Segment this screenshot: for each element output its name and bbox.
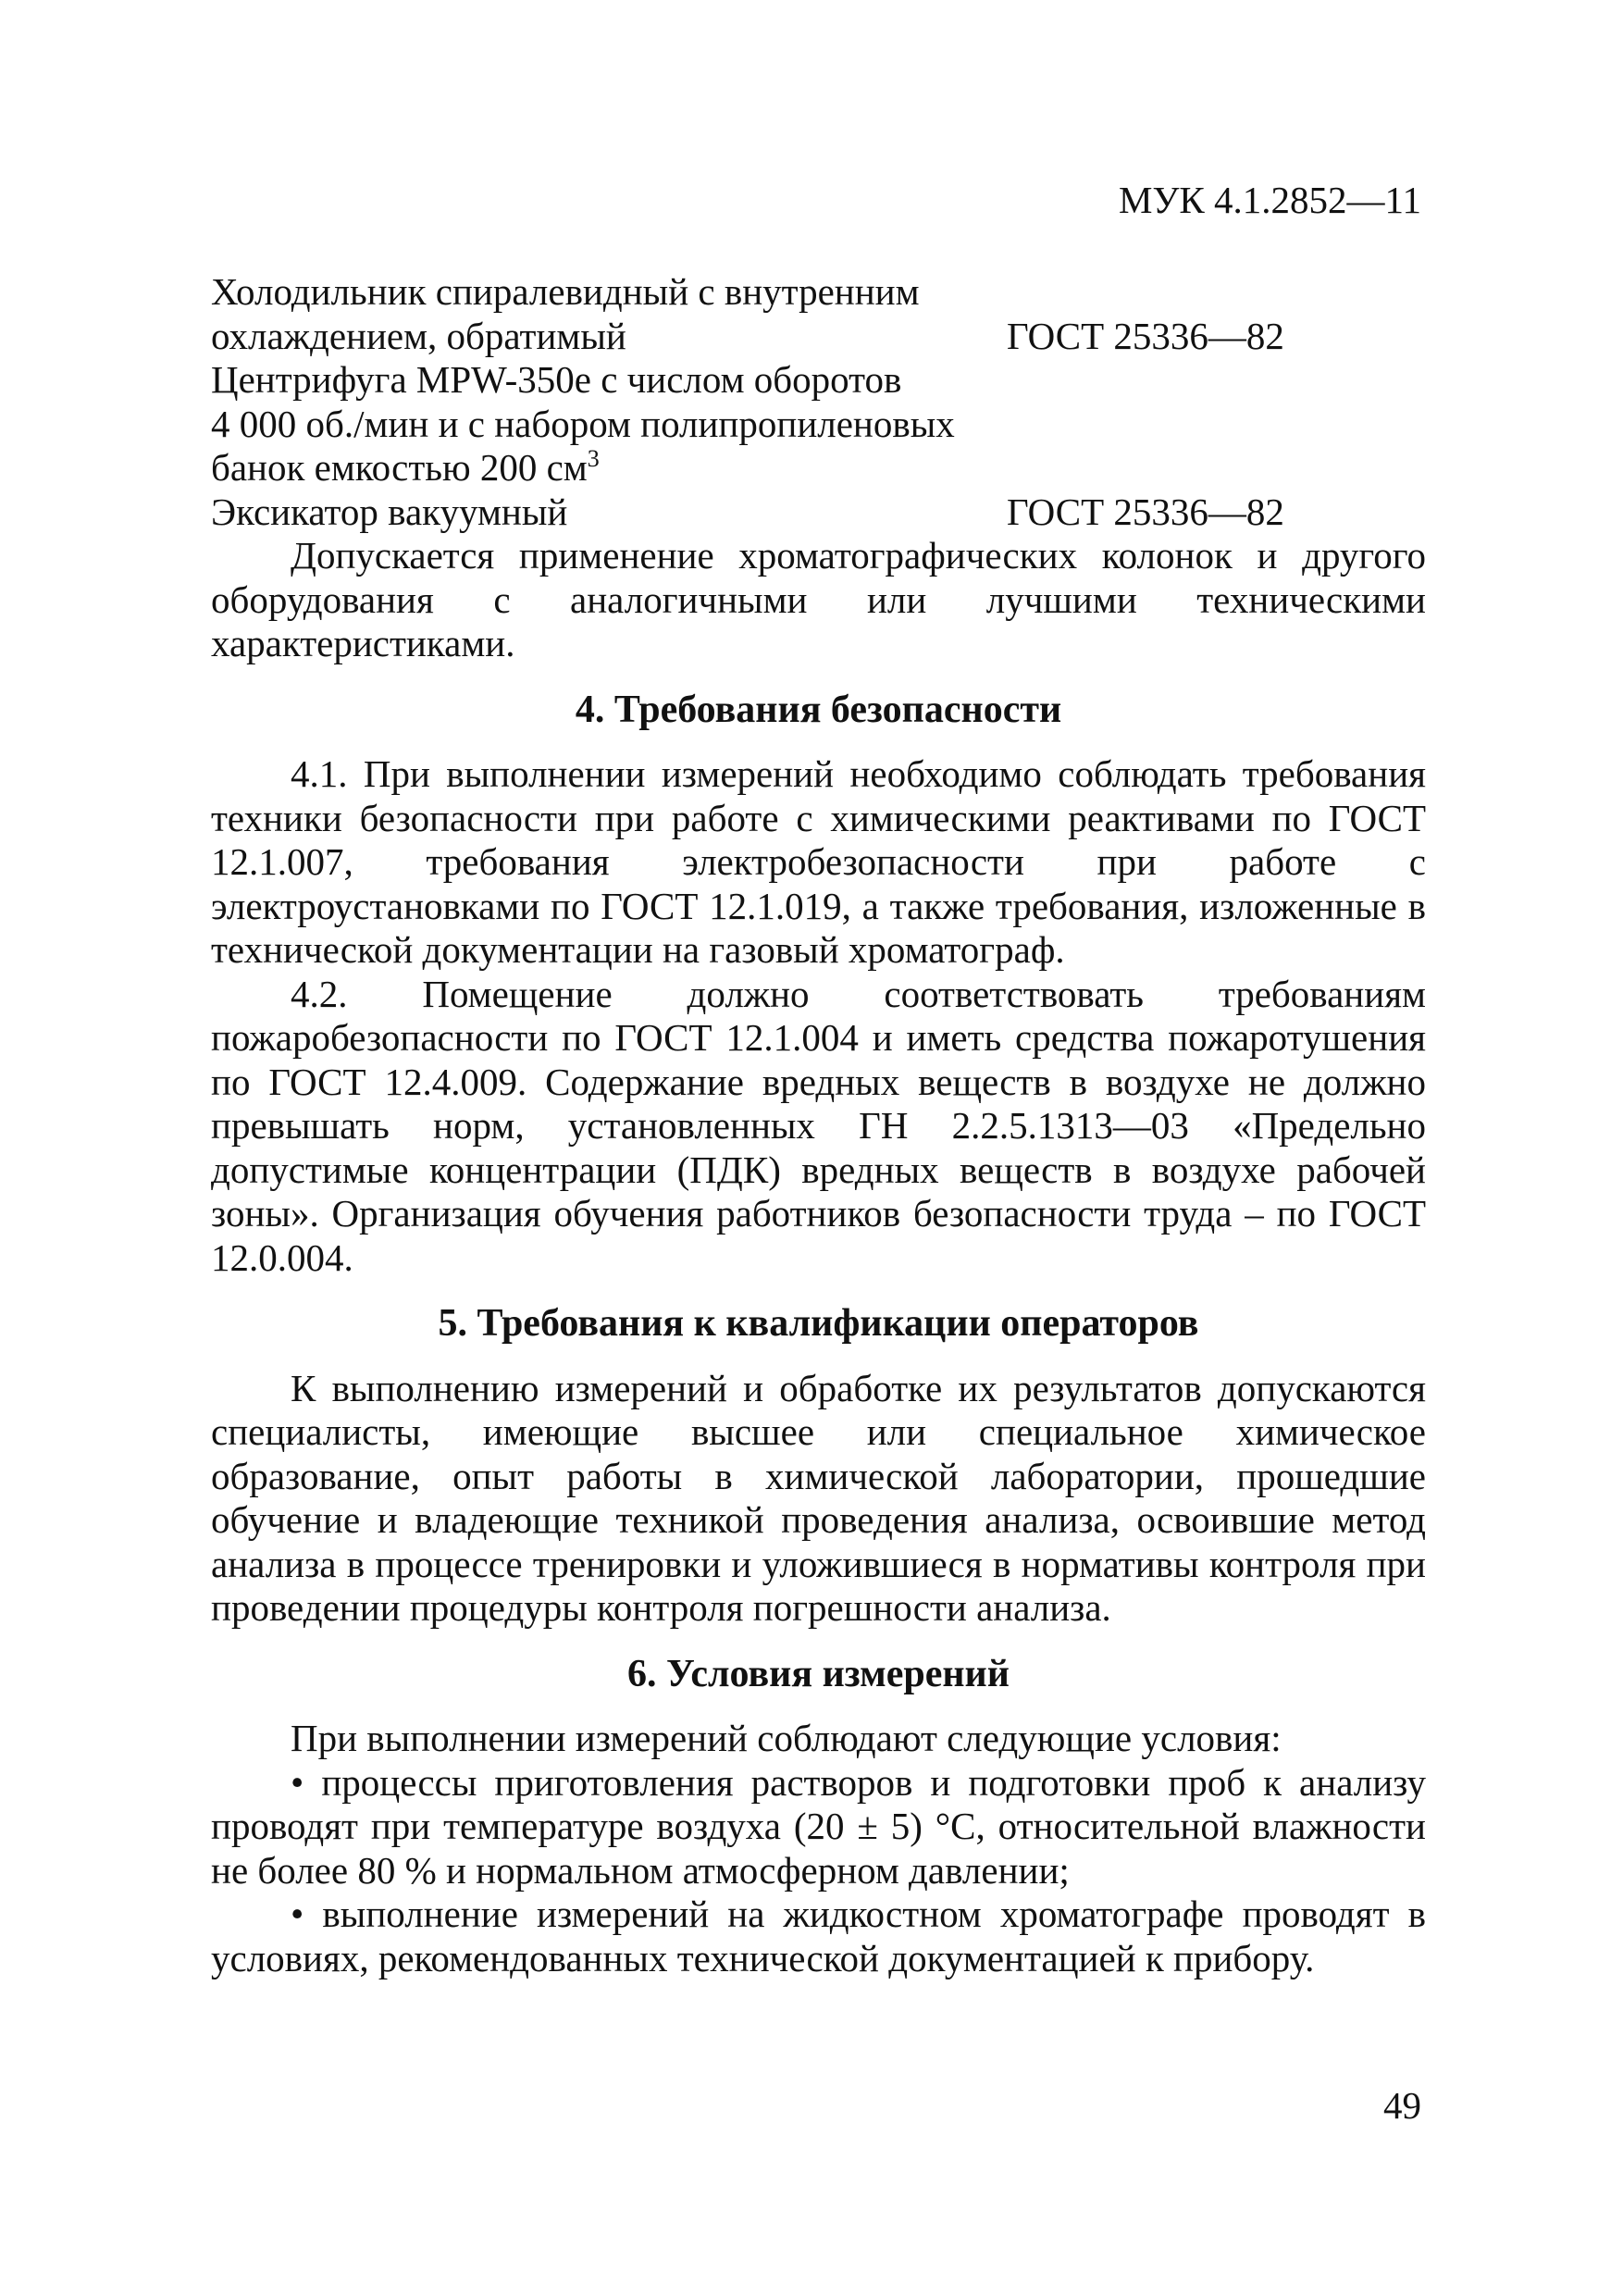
paragraph: К выполнению измерений и обработке их результатов допускаются специалисты, имеющие высшее или специальное химическое образование, опыт работы в химической лаборатории, прошедшие обучение и владеющие техникой проведения анализа, освоившие метод анализа в процессе тренировки и уложившиеся в нормативы контроля при проведении процедуры контроля погрешности анализа. xyxy=(211,1366,1426,1629)
equipment-name-line: 4 000 об./мин и с набором полипропиленовых xyxy=(211,402,955,445)
paragraph: При выполнении измерений соблюдают следующие условия: xyxy=(291,1717,1282,1759)
equipment-standard: ГОСТ 25336—82 xyxy=(1007,490,1284,533)
equipment-standard: ГОСТ 25336—82 xyxy=(1007,314,1284,357)
equipment-name-line xyxy=(211,446,1007,490)
equipment-name-line: Эксикатор вакуумный xyxy=(211,490,568,533)
equipment-name-line: Центрифуга MPW-350e с числом оборотов xyxy=(211,358,902,401)
page-number: 49 xyxy=(1383,2084,1421,2127)
equipment-item xyxy=(211,490,1426,535)
equipment-name-line: охлаждением, обратимый xyxy=(211,314,626,357)
section-heading: 4. Требования безопасности xyxy=(575,688,1062,731)
page-content xyxy=(211,270,1426,1980)
paragraph: 4.2. Помещение должно соответствовать требованиям пожаробезопасности по ГОСТ 12.1.004 и иметь средства пожаротушения по ГОСТ 12.4.009. Содержание вредных веществ в воздухе не должно превышать норм, установленных ГН 2.2.5.1313—03 «Предельно допустимые концентрации (ПДК) вредных веществ в воздухе рабочей зоны». Организация обучения работников безопасности труда – по ГОСТ 12.0.004. xyxy=(211,972,1426,1279)
equipment-item xyxy=(211,270,1426,358)
section-heading: 6. Условия измерений xyxy=(627,1652,1010,1695)
equipment-name-line: Холодильник спиралевидный с внутренним xyxy=(211,270,920,313)
equipment-note: Допускается применение хроматографических колонок и другого оборудования с аналогичными или лучшими техническими характеристиками. xyxy=(211,534,1426,664)
bullet-item: • выполнение измерений на жидкостном хроматографе проводят в условиях, рекомендованных технической документацией к прибору. xyxy=(211,1893,1426,1980)
bullet-item: • процессы приготовления растворов и подготовки проб к анализу проводят при температуре воздуха (20 ± 5) °С, относительной влажности не более 80 % и нормальном атмосферном давлении; xyxy=(211,1760,1426,1892)
superscript: 3 xyxy=(587,445,600,472)
paragraph: 4.1. При выполнении измерений необходимо соблюдать требования техники безопасности при работе с химическими реактивами по ГОСТ 12.1.007, требования электробезопасности при работе с электроустановками по ГОСТ 12.1.019, а также требования, изложенные в технической документации на газовый хроматограф. xyxy=(211,752,1426,971)
equipment-name-text: банок емкостью 200 см xyxy=(211,446,588,489)
equipment-item xyxy=(211,358,1426,490)
section-heading: 5. Требования к квалификации операторов xyxy=(438,1302,1199,1345)
document-code: МУК 4.1.2852—11 xyxy=(1118,179,1421,221)
